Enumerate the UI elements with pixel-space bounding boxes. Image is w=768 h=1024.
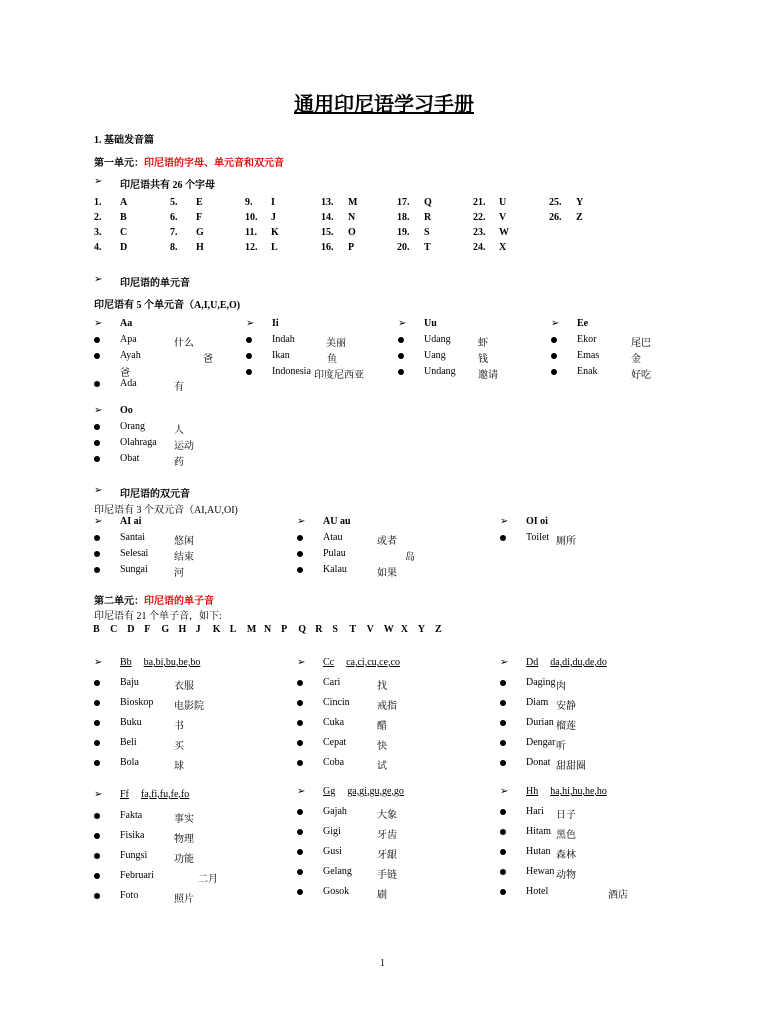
vowel-example-word: Ayah [120,350,141,361]
alphabet-number: 14. [321,212,334,223]
consonant-example-meaning: 戒指 [377,701,397,712]
alphabet-letter: C [120,227,128,238]
unit2-prefix: 第二单元： [94,596,144,607]
consonant-example-meaning: 物理 [174,834,194,845]
consonant-example-meaning: 二月 [198,874,218,885]
bullet-dot-icon [94,853,100,859]
alphabet-letter: R [424,212,432,223]
arrow-bullet-icon: ➢ [94,657,103,668]
page-number: 1 [380,958,385,969]
vowel-example-meaning: 美丽 [326,338,346,349]
alphabet-letter: T [424,242,431,253]
consonant-group-head [323,786,404,797]
bullet-dot-icon [94,535,100,541]
bullet-dot-icon [94,456,100,462]
alphabet-letter: K [271,227,279,238]
bullet-dot-icon [297,849,303,855]
consonant-letter: C [110,624,118,635]
consonant-example-meaning: 醋 [377,721,387,732]
diphthong-example-word: Atau [323,532,343,543]
diphthong-example-word: Toilet [526,532,550,543]
vowel-heading: 印尼语的单元音 [120,278,190,289]
consonant-example-meaning: 试 [377,761,387,772]
bullet-dot-icon [94,567,100,573]
consonant-example-meaning: 买 [174,741,184,752]
bullet-dot-icon [398,369,404,375]
consonant-example-meaning: 酒店 [608,890,628,901]
consonant-example-meaning: 刷 [377,890,387,901]
arrow-bullet-icon: ➢ [94,516,103,527]
alphabet-letter: X [499,242,507,253]
consonant-example-word: Bioskop [120,697,154,708]
consonant-letter: T [349,624,357,635]
vowel-example-word: Ikan [272,350,290,361]
unit2-heading [94,592,214,607]
arrow-bullet-icon: ➢ [246,318,255,329]
alphabet-number: 19. [397,227,410,238]
consonant-example-word: Cuka [323,717,345,728]
consonant-example-word: Gigi [323,826,341,837]
bullet-dot-icon [297,829,303,835]
bullet-dot-icon [94,381,100,387]
consonant-letter: N [264,624,272,635]
consonant-example-meaning: 手链 [377,870,397,881]
alphabet-number: 6. [170,212,178,223]
bullet-dot-icon [94,700,100,706]
bullet-dot-icon [500,720,506,726]
diphthong-group-head: OI oi [526,516,548,527]
vowel-example-word: Obat [120,453,140,464]
consonant-example-word: Diam [526,697,549,708]
bullet-dot-icon [94,353,100,359]
alphabet-letter: W [499,227,509,238]
vowel-example-meaning: 有 [174,382,184,393]
consonant-example-meaning: 动物 [556,870,576,881]
alphabet-letter: Q [424,197,432,208]
consonant-example-word: Durian [526,717,554,728]
consonant-syllables: ha,hi,hu,he,ho [550,786,607,797]
arrow-bullet-icon: ➢ [297,786,306,797]
consonant-letter: X [400,624,409,635]
bullet-dot-icon [297,680,303,686]
vowel-example-word: Orang [120,421,145,432]
consonant-example-word: Gelang [323,866,352,877]
alphabet-number: 17. [397,197,410,208]
bullet-dot-icon [94,680,100,686]
consonant-example-meaning: 球 [174,761,184,772]
consonant-letter: Y [417,624,426,635]
vowel-example-meaning: 人 [174,425,184,436]
arrow-bullet-icon: ➢ [297,516,306,527]
unit2-subheading: 印尼语有 21 个单子音，如下: [94,611,222,622]
vowel-example-meaning: 药 [174,457,184,468]
consonant-group-head [120,789,189,800]
consonant-syllables: da,di,du,de,do [550,657,607,668]
consonant-syllables: ga,gi,gu,ge,go [347,786,404,797]
diphthong-example-meaning: 厕所 [556,536,576,547]
consonant-example-word: Baju [120,677,139,688]
bullet-dot-icon [94,813,100,819]
vowel-group-head: Ee [577,318,589,329]
consonant-example-word: Fungsi [120,850,148,861]
bullet-dot-icon [500,760,506,766]
alphabet-heading: 印尼语共有 26 个字母 [120,180,215,191]
diphthong-example-word: Selesai [120,548,149,559]
bullet-dot-icon [297,535,303,541]
consonant-letter-pair: Gg [323,786,336,797]
consonant-example-meaning: 榴莲 [556,721,576,732]
alphabet-letter: I [271,197,275,208]
bullet-dot-icon [297,809,303,815]
bullet-dot-icon [551,369,557,375]
vowel-example-word: Indah [272,334,295,345]
vowel-example-word: Indonesia [272,366,311,377]
consonant-example-word: Hewan [526,866,555,877]
consonant-example-meaning: 听 [556,741,566,752]
consonant-example-meaning: 甜甜圈 [556,761,586,772]
alphabet-number: 1. [94,197,102,208]
arrow-bullet-icon: ➢ [500,516,509,527]
diphthong-example-meaning: 河 [174,568,184,579]
vowel-example-word: Enak [577,366,598,377]
vowel-group-head: Ii [272,318,279,329]
consonant-example-word: Cincin [323,697,350,708]
diphthong-heading: 印尼语的双元音 [120,489,190,500]
consonant-syllables: ca,ci,cu,ce,co [346,657,400,668]
vowel-example-meaning-wrap: 爸 [120,368,130,379]
consonant-letter: B [93,624,100,635]
bullet-dot-icon [500,809,506,815]
alphabet-letter: P [348,242,355,253]
arrow-bullet-icon: ➢ [500,657,509,668]
consonant-letter: G [161,624,170,635]
bullet-dot-icon [500,700,506,706]
consonant-letter: H [178,624,187,635]
vowel-example-meaning: 邀请 [478,370,498,381]
bullet-dot-icon [398,353,404,359]
bullet-dot-icon [297,551,303,557]
alphabet-number: 5. [170,197,178,208]
consonant-example-word: Hitam [526,826,551,837]
consonant-letter: F [144,624,151,635]
bullet-dot-icon [94,893,100,899]
bullet-dot-icon [551,353,557,359]
bullet-dot-icon [297,567,303,573]
diphthong-example-meaning: 岛 [405,552,415,563]
alphabet-number: 8. [170,242,178,253]
bullet-dot-icon [551,337,557,343]
consonant-letter: D [127,624,135,635]
vowel-example-meaning: 运动 [174,441,194,452]
consonant-example-word: Fakta [120,810,143,821]
consonant-syllables: fa,fi,fu,fe,fo [140,789,190,800]
consonant-example-meaning: 大象 [377,810,397,821]
page-title: 通用印尼语学习手册 [294,94,474,116]
alphabet-letter: M [348,197,358,208]
alphabet-number: 7. [170,227,178,238]
alphabet-letter: O [348,227,356,238]
consonant-example-word: Cari [323,677,341,688]
alphabet-number: 23. [473,227,486,238]
bullet-dot-icon [94,740,100,746]
consonant-example-meaning: 电影院 [174,701,204,712]
consonant-example-word: Gajah [323,806,347,817]
alphabet-number: 22. [473,212,486,223]
bullet-dot-icon [500,889,506,895]
vowel-group-head: Uu [424,318,437,329]
consonant-letter-pair: Hh [526,786,539,797]
consonant-example-meaning: 事实 [174,814,194,825]
alphabet-number: 9. [245,197,253,208]
vowel-group-head: Oo [120,405,133,416]
bullet-dot-icon [297,889,303,895]
consonant-example-meaning: 森林 [556,850,576,861]
bullet-dot-icon [500,680,506,686]
consonant-group-head [526,786,607,797]
consonant-letter: Q [298,624,306,635]
consonant-letter: W [383,624,394,635]
consonant-letter: J [195,624,201,635]
bullet-dot-icon [500,869,506,875]
consonant-example-word: Hutan [526,846,551,857]
alphabet-number: 13. [321,197,334,208]
vowel-example-word: Emas [577,350,600,361]
arrow-bullet-icon: ➢ [94,274,103,285]
vowel-example-word: Olahraga [120,437,157,448]
vowel-example-word: Undang [424,366,456,377]
consonant-example-word: Hari [526,806,544,817]
consonant-example-word: Dengar [526,737,556,748]
consonant-example-meaning: 牙齿 [377,830,397,841]
unit2-title: 印尼语的单子音 [144,596,214,607]
bullet-dot-icon [500,535,506,541]
bullet-dot-icon [94,833,100,839]
diphthong-example-meaning: 结束 [174,552,194,563]
consonant-example-word: Donat [526,757,551,768]
consonant-example-word: Daging [526,677,556,688]
section-heading: 1. 基础发音篇 [94,135,154,146]
vowel-example-meaning: 爸 [203,354,213,365]
alphabet-letter: Y [576,197,584,208]
consonant-example-meaning: 牙龈 [377,850,397,861]
alphabet-letter: S [424,227,430,238]
consonant-example-word: Foto [120,890,139,901]
arrow-bullet-icon: ➢ [94,176,103,187]
alphabet-letter: D [120,242,128,253]
consonant-letter-pair: Cc [323,657,335,668]
vowel-example-meaning: 印度尼西亚 [314,370,364,381]
unit1-heading [94,154,284,169]
consonant-letter: P [281,624,288,635]
vowel-subheading: 印尼语有 5 个单元音（A,I,U,E,O) [94,300,241,311]
alphabet-number: 24. [473,242,486,253]
alphabet-letter: E [196,197,203,208]
consonant-example-meaning: 快 [377,741,387,752]
consonant-example-meaning: 肉 [556,681,566,692]
diphthong-example-meaning: 或者 [377,536,397,547]
diphthong-subheading: 印尼语有 3 个双元音（AI,AU,OI) [94,505,238,516]
bullet-dot-icon [94,551,100,557]
bullet-dot-icon [500,740,506,746]
alphabet-number: 20. [397,242,410,253]
bullet-dot-icon [398,337,404,343]
consonant-example-word: Beli [120,737,137,748]
vowel-example-word: Uang [424,350,446,361]
vowel-example-meaning: 钱 [478,354,488,365]
arrow-bullet-icon: ➢ [500,786,509,797]
alphabet-letter: N [348,212,356,223]
alphabet-number: 16. [321,242,334,253]
consonant-example-meaning: 安静 [556,701,576,712]
consonant-example-word: Fisika [120,830,145,841]
alphabet-number: 11. [245,227,257,238]
diphthong-example-word: Sungai [120,564,148,575]
alphabet-number: 2. [94,212,102,223]
consonant-syllables: ba,bi,bu,be,bo [143,657,201,668]
alphabet-number: 4. [94,242,102,253]
consonant-letter: Z [435,624,442,635]
vowel-example-meaning: 尾巴 [631,338,651,349]
arrow-bullet-icon: ➢ [94,789,103,800]
consonant-example-word: Bola [120,757,139,768]
diphthong-example-word: Santai [120,532,145,543]
diphthong-example-word: Pulau [323,548,346,559]
vowel-group-head: Aa [120,318,133,329]
arrow-bullet-icon: ➢ [551,318,560,329]
bullet-dot-icon [297,700,303,706]
consonant-example-word: Februari [120,870,154,881]
bullet-dot-icon [246,369,252,375]
consonant-example-word: Coba [323,757,345,768]
bullet-dot-icon [94,873,100,879]
consonant-example-word: Gusi [323,846,342,857]
vowel-example-word: Apa [120,334,137,345]
vowel-example-word: Ada [120,378,137,389]
consonant-group-head [323,657,400,668]
bullet-dot-icon [94,720,100,726]
vowel-example-meaning: 什么 [174,338,194,349]
arrow-bullet-icon: ➢ [94,318,103,329]
consonant-letter: L [229,624,237,635]
vowel-example-meaning: 金 [631,354,641,365]
bullet-dot-icon [500,829,506,835]
alphabet-number: 26. [549,212,562,223]
consonant-example-meaning: 书 [174,721,184,732]
consonant-example-meaning: 功能 [174,854,194,865]
bullet-dot-icon [246,337,252,343]
diphthong-group-head: AU au [323,516,351,527]
arrow-bullet-icon: ➢ [398,318,407,329]
consonant-letter-pair: Ff [120,789,129,800]
alphabet-number: 21. [473,197,486,208]
arrow-bullet-icon: ➢ [94,485,103,496]
alphabet-letter: L [271,242,278,253]
consonant-letter: R [315,624,323,635]
bullet-dot-icon [94,440,100,446]
vowel-example-word: Ekor [577,334,597,345]
vowel-example-meaning: 虾 [478,338,488,349]
consonant-example-meaning: 照片 [174,894,194,905]
alphabet-letter: F [196,212,203,223]
vowel-example-meaning: 好吃 [631,370,651,381]
arrow-bullet-icon: ➢ [297,657,306,668]
alphabet-number: 3. [94,227,102,238]
vowel-example-word: Udang [424,334,451,345]
alphabet-letter: G [196,227,204,238]
consonant-example-word: Cepat [323,737,347,748]
arrow-bullet-icon: ➢ [94,405,103,416]
bullet-dot-icon [297,869,303,875]
alphabet-number: 25. [549,197,562,208]
alphabet-letter: A [120,197,128,208]
consonant-letter: K [212,624,221,635]
consonant-group-head [526,657,607,668]
alphabet-letter: H [196,242,204,253]
consonant-example-meaning: 黑色 [556,830,576,841]
diphthong-group-head: AI ai [120,516,142,527]
consonant-example-meaning: 日子 [556,810,576,821]
consonant-example-word: Buku [120,717,142,728]
consonant-example-meaning: 衣服 [174,681,194,692]
consonant-letter-pair: Dd [526,657,539,668]
alphabet-letter: V [499,212,507,223]
unit1-title: 印尼语的字母、单元音和双元音 [144,158,284,169]
alphabet-number: 15. [321,227,334,238]
consonant-example-word: Hotel [526,886,549,897]
vowel-example-meaning: 鱼 [327,354,337,365]
alphabet-number: 12. [245,242,258,253]
consonant-example-word: Gosok [323,886,350,897]
bullet-dot-icon [246,353,252,359]
alphabet-letter: B [120,212,127,223]
bullet-dot-icon [297,740,303,746]
diphthong-example-meaning: 悠闲 [174,536,194,547]
diphthong-example-meaning: 如果 [377,568,397,579]
bullet-dot-icon [94,424,100,430]
consonant-letter: V [366,624,374,635]
alphabet-number: 10. [245,212,258,223]
unit1-prefix: 第一单元： [94,158,144,169]
alphabet-letter: Z [576,212,583,223]
consonant-letter: M [246,624,257,635]
alphabet-number: 18. [397,212,410,223]
bullet-dot-icon [500,849,506,855]
consonant-example-meaning: 找 [377,681,387,692]
alphabet-letter: J [271,212,276,223]
diphthong-example-word: Kalau [323,564,347,575]
alphabet-letter: U [499,197,507,208]
bullet-dot-icon [297,760,303,766]
consonant-group-head [120,657,200,668]
consonant-letter-pair: Bb [120,657,132,668]
bullet-dot-icon [94,760,100,766]
consonant-letter: S [332,624,338,635]
bullet-dot-icon [297,720,303,726]
bullet-dot-icon [94,337,100,343]
